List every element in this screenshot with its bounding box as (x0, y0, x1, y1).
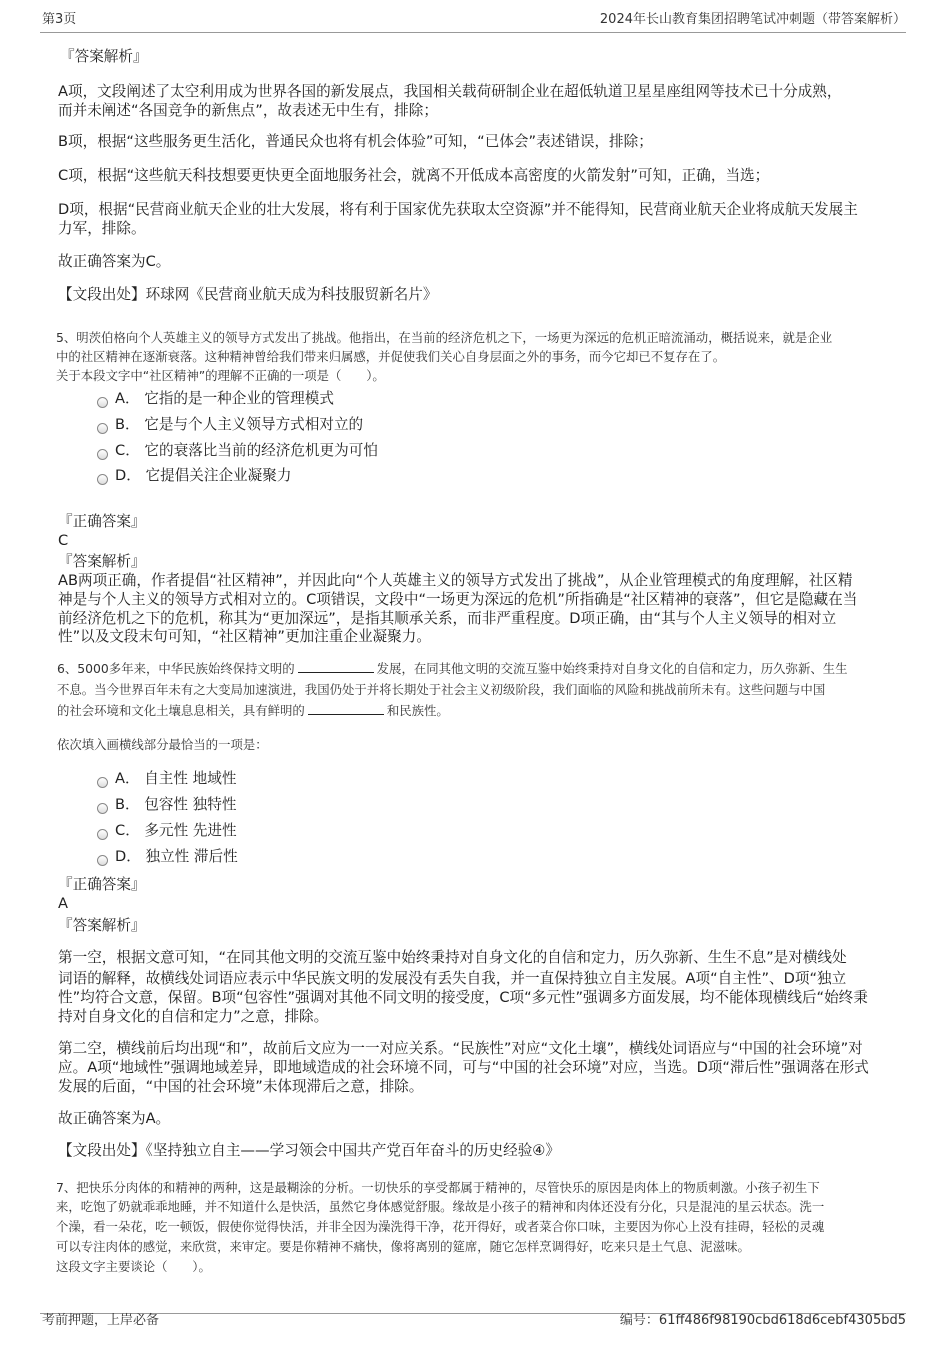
answer-label: 『正确答案』 (58, 513, 146, 530)
analysis-text: A项，文段阐述了太空利用成为世界各国的新发展点，我国相关载荷研制企业在超低轨道卫星星座组网等技术已十分成熟， (58, 83, 842, 100)
q5-stem: 关于本段文字中“社区精神”的理解不正确的一项是（ ）。 (56, 368, 385, 383)
option-label[interactable]: D． 它提倡关注企业凝聚力 (115, 467, 292, 484)
analysis-label: 『答案解析』 (58, 917, 146, 934)
option-radio[interactable] (97, 474, 108, 485)
q7-stem: 这段文字主要谈论（ ）。 (56, 1259, 211, 1274)
q6-stem-line-3 (57, 701, 449, 721)
source-citation: 【文段出处】环球网《民营商业航天成为科技服贸新名片》 (58, 286, 438, 303)
analysis-text: 第二空，横线前后均出现“和”，故前后文应为一一对应关系。“民族性”对应“文化土壤”，横线处词语应与“中国的社会环境”对 (58, 1040, 863, 1057)
analysis-text: AB两项正确，作者提倡“社区精神”，并因此向“个人英雄主义的领导方式发出了挑战”，从企业管理模式的角度理解，社区精 (58, 572, 853, 589)
option-label[interactable]: B． 它是与个人主义领导方式相对立的 (115, 416, 364, 433)
q6-stem-text: 的社会环境和文化土壤息息相关，具有鲜明的 (57, 703, 305, 718)
q5-stem: 中的社区精神在逐渐衰落。这种精神曾给我们带来归属感，并促使我们关心自身层面之外的事务，而今它却已不复存在了。 (56, 349, 726, 364)
q6-blank-1 (298, 660, 374, 673)
page-number: 第3页 (42, 12, 77, 27)
option-radio[interactable] (97, 449, 108, 460)
option-label[interactable]: C． 多元性 先进性 (115, 822, 237, 839)
conclusion: 故正确答案为A。 (58, 1110, 171, 1127)
footer-slogan: 考前押题，上岸必备 (42, 1313, 160, 1328)
header-divider (40, 32, 906, 33)
q5-stem: 5、明茨伯格向个人英雄主义的领导方式发出了挑战。他指出，在当前的经济危机之下，一场更为深远的危机正暗流涌动，概括说来，就是企业 (56, 330, 833, 345)
q7-stem: 可以专注肉体的感觉，来欣赏，来审定。要是你精神不痛快，像将离别的筵席，随它怎样烹调得好，吃来只是土气息、泥滋味。 (56, 1239, 750, 1254)
analysis-text: 第一空，根据文意可知，“在同其他文明的交流互鉴中始终秉持对自身文化的自信和定力，历久弥新、生生不息”是对横线处 (58, 949, 847, 966)
option-radio[interactable] (97, 777, 108, 788)
analysis-text: D项，根据“民营商业航天企业的壮大发展，将有利于国家优先获取太空资源”并不能得知，民营商业航天企业将成航天发展主 (58, 201, 858, 218)
analysis-text: 而并未阐述“各国竞争的新焦点”，故表述无中生有，排除； (58, 102, 438, 119)
q6-stem-text: 和民族性。 (386, 703, 449, 718)
q6-prompt: 依次填入画横线部分最恰当的一项是： (57, 737, 268, 752)
option-label[interactable]: D． 独立性 滞后性 (115, 848, 238, 865)
document-id: 编号：61ff486f98190cbd618d6cebf4305bd5 (619, 1313, 906, 1328)
analysis-text: 性”均符合文意，保留。B项“包容性”强调对其他不同文明的接受度，C项“多元性”强调多方面发展，均不能体现横线后“始终秉 (58, 989, 868, 1006)
option-radio[interactable] (97, 397, 108, 408)
analysis-text: 力军，排除。 (58, 220, 146, 237)
source-citation: 【文段出处】《坚持独立自主——学习领会中国共产党百年奋斗的历史经验④》 (58, 1142, 560, 1159)
option-radio[interactable] (97, 855, 108, 866)
analysis-text: 前经济危机之下的危机，称其为“更加深远”，是指其顺承关系，而非严重程度。D项正确，由“其与个人主义领导的相对立 (58, 610, 837, 627)
option-label[interactable]: C． 它的衰落比当前的经济危机更为可怕 (115, 442, 378, 459)
option-label[interactable]: A． 自主性 地域性 (115, 770, 237, 787)
q7-stem: 7、把快乐分肉体的和精神的两种，这是最糊涂的分析。一切快乐的享受都属于精神的，尽管快乐的原因是肉体上的物质刺激。小孩子初生下 (56, 1180, 820, 1195)
q6-stem-text: 发展，在同其他文明的交流互鉴中始终秉持对自身文化的自信和定力，历久弥新、生生 (376, 661, 848, 676)
option-radio[interactable] (97, 829, 108, 840)
q6-stem-line-2: 不息。当今世界百年未有之大变局加速演进，我国仍处于并将长期处于社会主义初级阶段，我们面临的风险和挑战前所未有。这些问题与中国 (57, 682, 826, 697)
analysis-text: 持对自身文化的自信和定力”之意，排除。 (58, 1008, 329, 1025)
q6-blank-2 (308, 702, 384, 715)
analysis-text: 应。A项“地域性”强调地域差异，即地域造成的社会环境不同，可与“中国的社会环境”对应，当选。D项“滞后性”强调落在形式 (58, 1059, 869, 1076)
q6-stem-text: 6、5000多年来，中华民族始终保持文明的 (57, 661, 295, 676)
analysis-text: 发展的后面，“中国的社会环境”未体现滞后之意，排除。 (58, 1078, 424, 1095)
analysis-text: 词语的解释，故横线处词语应表示中华民族文明的发展没有丢失自我，并一直保持独立自主发展。A项“自主性”、D项“独立 (58, 970, 847, 987)
document-title: 2024年长山教育集团招聘笔试冲刺题（带答案解析） (599, 12, 906, 27)
conclusion: 故正确答案为C。 (58, 253, 171, 270)
option-label[interactable]: A． 它指的是一种企业的管理模式 (115, 390, 334, 407)
analysis-label: 『答案解析』 (60, 48, 148, 65)
correct-answer: A (58, 895, 68, 912)
answer-label: 『正确答案』 (58, 876, 146, 893)
analysis-text: 神是与个人主义的领导方式相对立的。C项错误，文段中“一场更为深远的危机”所指确是“社区精神的衰落”，但它是隐藏在当 (58, 591, 858, 608)
option-radio[interactable] (97, 803, 108, 814)
correct-answer: C (58, 532, 69, 549)
analysis-text: C项，根据“这些航天科技想要更快更全面地服务社会，就离不开低成本高密度的火箭发射”可知，正确，当选； (58, 167, 770, 184)
option-label[interactable]: B． 包容性 独特性 (115, 796, 237, 813)
q6-stem-line-1 (57, 659, 848, 679)
q7-stem: 个澡，看一朵花，吃一顿饭，假使你觉得快活，并非全因为澡洗得干净，花开得好，或者菜合你口味，主要因为你心上没有挂碍，轻松的灵魂 (56, 1219, 825, 1234)
analysis-text: 性”以及文段末句可知，“社区精神”更加注重企业凝聚力。 (58, 628, 431, 645)
analysis-text: B项，根据“这些服务更生活化，普通民众也将有机会体验”可知，“已体会”表述错误，排除； (58, 133, 653, 150)
q7-stem: 来，吃饱了奶就乖乖地睡，并不知道什么是快活，虽然它身体感觉舒服。缘故是小孩子的精神和肉体还没有分化，只是混沌的星云状态。洗一 (56, 1199, 825, 1214)
option-radio[interactable] (97, 423, 108, 434)
analysis-label: 『答案解析』 (58, 553, 146, 570)
